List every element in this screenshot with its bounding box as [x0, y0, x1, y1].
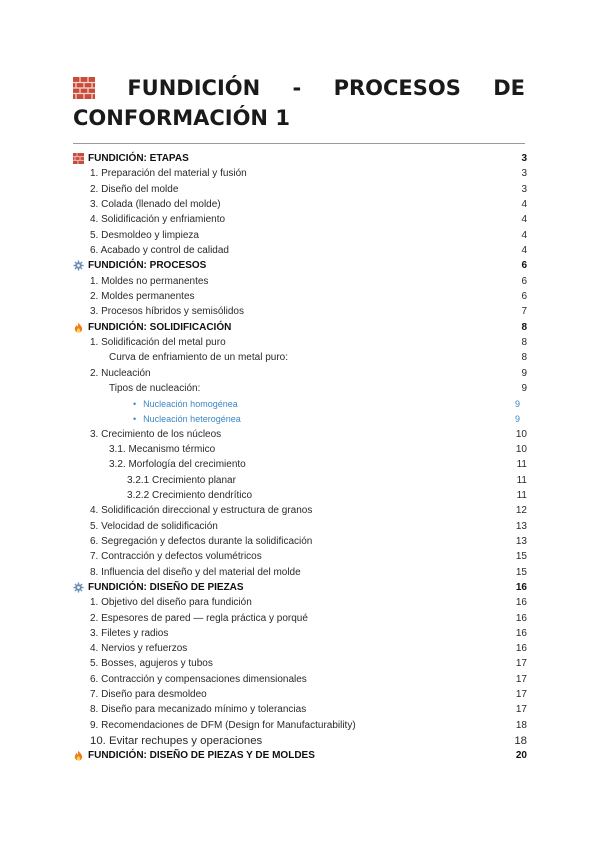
toc-page-number: 17: [515, 704, 527, 716]
toc-entry-title: 8. Diseño para mecanizado mínimo y tolerancias: [90, 704, 307, 716]
toc-entry-title: 6. Acabado y control de calidad: [90, 245, 229, 257]
toc-entry-title: 2. Moldes permanentes: [90, 290, 195, 302]
toc-entry-title-wrap: [73, 245, 229, 256]
toc-entry-title-wrap: [73, 214, 225, 225]
toc-page-number: 9: [521, 382, 527, 394]
toc-page-number: 16: [515, 597, 527, 609]
toc-page-number: 16: [515, 643, 527, 655]
toc-entry-title-wrap: [73, 536, 312, 547]
toc-page-number: 11: [516, 474, 527, 486]
toc-entry-title-wrap: [73, 643, 187, 654]
toc-entry[interactable]: [73, 212, 527, 227]
toc-page-number: 6: [521, 290, 527, 302]
toc-entry-title-wrap: [73, 306, 244, 317]
toc-page-number: 3: [521, 153, 527, 165]
toc-entry[interactable]: [73, 733, 527, 748]
toc-entry-title: 4. Solidificación direccional y estructura de granos: [90, 505, 313, 517]
toc-entry-title-wrap: [73, 153, 189, 164]
toc-page-number: 10: [515, 428, 527, 440]
toc-page-number: 13: [515, 535, 527, 547]
toc-entry-title-wrap: [73, 475, 236, 486]
toc-entry[interactable]: [73, 641, 527, 656]
toc-entry[interactable]: [73, 595, 527, 610]
toc-entry-title-wrap: [73, 168, 247, 179]
toc-entry-title-wrap: [73, 658, 213, 669]
toc-entry-title-wrap: [73, 260, 206, 271]
toc-page-number: 12: [515, 505, 527, 517]
brick-icon: [73, 153, 84, 164]
title-word: -: [292, 76, 302, 100]
toc-entry-title: 3. Procesos híbridos y semisólidos: [90, 306, 244, 318]
title-word: FUNDICIÓN: [127, 76, 261, 100]
toc-entry-title: 2. Nucleación: [90, 367, 151, 379]
toc-entry-title: 1. Objetivo del diseño para fundición: [90, 597, 252, 609]
toc-entry[interactable]: [73, 427, 527, 442]
toc-entry-title: Nucleación homogénea: [143, 398, 238, 409]
toc-entry-title-wrap: [73, 444, 215, 455]
toc-entry[interactable]: [73, 549, 527, 564]
toc-page-number: 8: [521, 321, 527, 333]
toc-entry[interactable]: [73, 534, 527, 549]
title-divider: [73, 143, 525, 144]
toc-page-number: 16: [515, 581, 527, 593]
toc-page-number: 8: [521, 336, 527, 348]
toc-entry-title: 2. Espesores de pared — regla práctica y porqué: [90, 612, 308, 624]
toc-entry-title-wrap: [73, 399, 238, 409]
toc-page-number: 3: [521, 183, 527, 195]
toc-section[interactable]: [73, 151, 527, 166]
toc-entry-title-wrap: [73, 429, 221, 440]
toc-entry[interactable]: [73, 564, 527, 579]
document-title: [73, 73, 525, 133]
toc-page-number: 16: [515, 612, 527, 624]
toc-entry-title: 2. Diseño del molde: [90, 183, 179, 195]
toc-entry-title: FUNDICIÓN: PROCESOS: [88, 260, 207, 272]
toc-page-number: 15: [515, 566, 527, 578]
toc-entry[interactable]: [73, 166, 527, 181]
toc-entry[interactable]: [73, 289, 527, 304]
toc-entry-title: 6. Segregación y defectos durante la solidificación: [90, 535, 313, 547]
toc-entry-title-wrap: [73, 720, 356, 731]
toc-entry-title-wrap: [73, 276, 208, 287]
toc-entry-title: 1. Preparación del material y fusión: [90, 168, 247, 180]
toc-entry-title: 5. Desmoldeo y limpieza: [90, 229, 199, 241]
toc-page-number: 17: [515, 673, 527, 685]
toc-entry-title-wrap: [73, 459, 246, 470]
toc-entry-title: 1. Solidificación del metal puro: [90, 336, 226, 348]
toc-entry-title-wrap: [73, 582, 244, 593]
toc-entry[interactable]: [73, 228, 527, 243]
toc-entry[interactable]: [73, 197, 527, 212]
toc-entry-title: 5. Bosses, agujeros y tubos: [90, 658, 213, 670]
toc-entry-title-wrap: [73, 383, 200, 394]
toc-entry-title: 4. Solidificación y enfriamiento: [90, 214, 226, 226]
toc-entry[interactable]: [73, 503, 527, 518]
toc-page-number: 9: [514, 413, 520, 424]
toc-entry-title-wrap: [73, 704, 306, 715]
toc-page-number: 4: [521, 199, 527, 211]
toc-entry[interactable]: [73, 350, 527, 365]
toc-section[interactable]: [73, 748, 527, 763]
toc-entry-title: 8. Influencia del diseño y del material del molde: [90, 566, 301, 578]
toc-entry-title: FUNDICIÓN: ETAPAS: [88, 153, 189, 165]
bullet-icon: •: [133, 413, 137, 424]
toc-page-number: 8: [521, 352, 527, 364]
toc-entry-title: 3.2.1 Crecimiento planar: [127, 474, 236, 486]
toc-page-number: 11: [516, 490, 527, 502]
toc-entry-title-wrap: [73, 597, 252, 608]
toc-page-number: 18: [515, 719, 527, 731]
toc-entry-title: Curva de enfriamiento de un metal puro:: [109, 352, 288, 364]
toc-entry-title-wrap: [73, 628, 168, 639]
toc-entry-title: 4. Nervios y refuerzos: [90, 643, 188, 655]
title-line-2: CONFORMACIÓN 1: [73, 106, 290, 130]
toc-entry-title: 5. Velocidad de solidificación: [90, 520, 218, 532]
toc-section[interactable]: [73, 319, 527, 334]
toc-entry[interactable]: [73, 656, 527, 671]
toc-entry-title-wrap: [73, 368, 151, 379]
toc-page-number: 4: [521, 214, 527, 226]
toc-entry-title-wrap: [73, 735, 262, 747]
toc-entry-title: FUNDICIÓN: DISEÑO DE PIEZAS: [88, 581, 244, 593]
toc-page-number: 18: [514, 734, 527, 747]
toc-entry[interactable]: [73, 718, 527, 733]
toc-page-number: 9: [521, 367, 527, 379]
toc-entry[interactable]: [73, 457, 527, 472]
toc-entry-title-wrap: [73, 505, 312, 516]
toc-page-number: 4: [521, 245, 527, 257]
toc-entry-title: 1. Moldes no permanentes: [90, 275, 209, 287]
toc-entry-title-wrap: [73, 674, 307, 685]
toc-entry-title-wrap: [73, 184, 178, 195]
toc-page-number: 3: [521, 168, 527, 180]
toc-entry[interactable]: [73, 687, 527, 702]
toc-entry-title-wrap: [73, 750, 315, 761]
toc-entry-title: FUNDICIÓN: DISEÑO DE PIEZAS Y DE MOLDES: [88, 750, 315, 762]
toc-entry[interactable]: [73, 304, 527, 319]
brick-icon: [73, 77, 95, 99]
fire-icon: [73, 750, 84, 761]
toc-entry-title-wrap: [73, 521, 218, 532]
toc-entry[interactable]: [73, 672, 527, 687]
toc-entry-title: 3.2. Morfología del crecimiento: [109, 459, 246, 471]
toc-entry-title-wrap: [73, 322, 231, 333]
toc-entry-title-wrap: [73, 551, 262, 562]
toc-entry[interactable]: [73, 442, 527, 457]
toc-entry-title-wrap: [73, 337, 226, 348]
toc-entry[interactable]: [73, 274, 527, 289]
toc-entry-title: 3. Crecimiento de los núcleos: [90, 428, 222, 440]
toc-entry-title: 6. Contracción y compensaciones dimensionales: [90, 673, 307, 685]
toc-entry-title: Tipos de nucleación:: [109, 382, 201, 394]
toc-entry-title: Nucleación heterogénea: [143, 413, 241, 424]
toc-entry[interactable]: [73, 396, 520, 411]
toc-entry-title: 3. Colada (llenado del molde): [90, 199, 221, 211]
toc-entry[interactable]: [73, 488, 527, 503]
title-word: DE: [493, 76, 525, 100]
toc-entry-title-wrap: [73, 689, 207, 700]
toc-entry[interactable]: [73, 365, 527, 380]
toc-entry[interactable]: [73, 243, 527, 258]
toc-page-number: 16: [515, 627, 527, 639]
toc-entry-title-wrap: [73, 567, 301, 578]
toc-page-number: 17: [515, 689, 527, 701]
toc-entry-title-wrap: [73, 490, 252, 501]
toc-entry[interactable]: [73, 473, 527, 488]
toc-page-number: 4: [521, 229, 527, 241]
toc-page-number: 7: [521, 306, 527, 318]
toc-entry-title-wrap: [73, 613, 308, 624]
toc-entry-title-wrap: [73, 230, 199, 241]
toc-entry[interactable]: [73, 335, 527, 350]
toc-page-number: 10: [515, 444, 527, 456]
toc-entry-title: 10. Evitar rechupes y operaciones: [90, 734, 263, 747]
gear-icon: [73, 260, 84, 271]
toc-entry[interactable]: [73, 411, 520, 426]
toc-section[interactable]: [73, 258, 527, 273]
toc-entry-title: 7. Contracción y defectos volumétricos: [90, 551, 262, 563]
toc-page-number: 9: [514, 398, 520, 409]
toc-entry-title: 7. Diseño para desmoldeo: [90, 689, 207, 701]
toc-page-number: 20: [515, 750, 527, 762]
toc-entry-title: 9. Recomendaciones de DFM (Design for Manufacturability): [90, 719, 356, 731]
title-word: PROCESOS: [333, 76, 461, 100]
toc-entry[interactable]: [73, 626, 527, 641]
toc-page-number: 6: [521, 260, 527, 272]
toc-entry[interactable]: [73, 182, 527, 197]
toc-page-number: 6: [521, 275, 527, 287]
toc-entry-title: 3.2.2 Crecimiento dendrítico: [127, 490, 253, 502]
bullet-icon: •: [133, 398, 137, 409]
toc-entry[interactable]: [73, 381, 527, 396]
toc-entry-title-wrap: [73, 291, 195, 302]
toc-section[interactable]: [73, 580, 527, 595]
toc-entry-title-wrap: [73, 352, 288, 363]
toc-entry-title-wrap: [73, 414, 241, 424]
title-line-1: [73, 73, 525, 103]
toc-page-number: 15: [515, 551, 527, 563]
toc-page-number: 13: [515, 520, 527, 532]
toc-page-number: 11: [516, 459, 527, 471]
toc-entry[interactable]: [73, 610, 527, 625]
toc-entry-title: FUNDICIÓN: SOLIDIFICACIÓN: [88, 321, 232, 333]
fire-icon: [73, 322, 84, 333]
toc-entry-title: 3.1. Mecanismo térmico: [109, 444, 216, 456]
toc-entry-title: 3. Filetes y radios: [90, 627, 169, 639]
gear-icon: [73, 582, 84, 593]
table-of-contents: [73, 151, 527, 764]
toc-entry[interactable]: [73, 519, 527, 534]
toc-page-number: 17: [515, 658, 527, 670]
toc-entry[interactable]: [73, 702, 527, 717]
toc-entry-title-wrap: [73, 199, 221, 210]
